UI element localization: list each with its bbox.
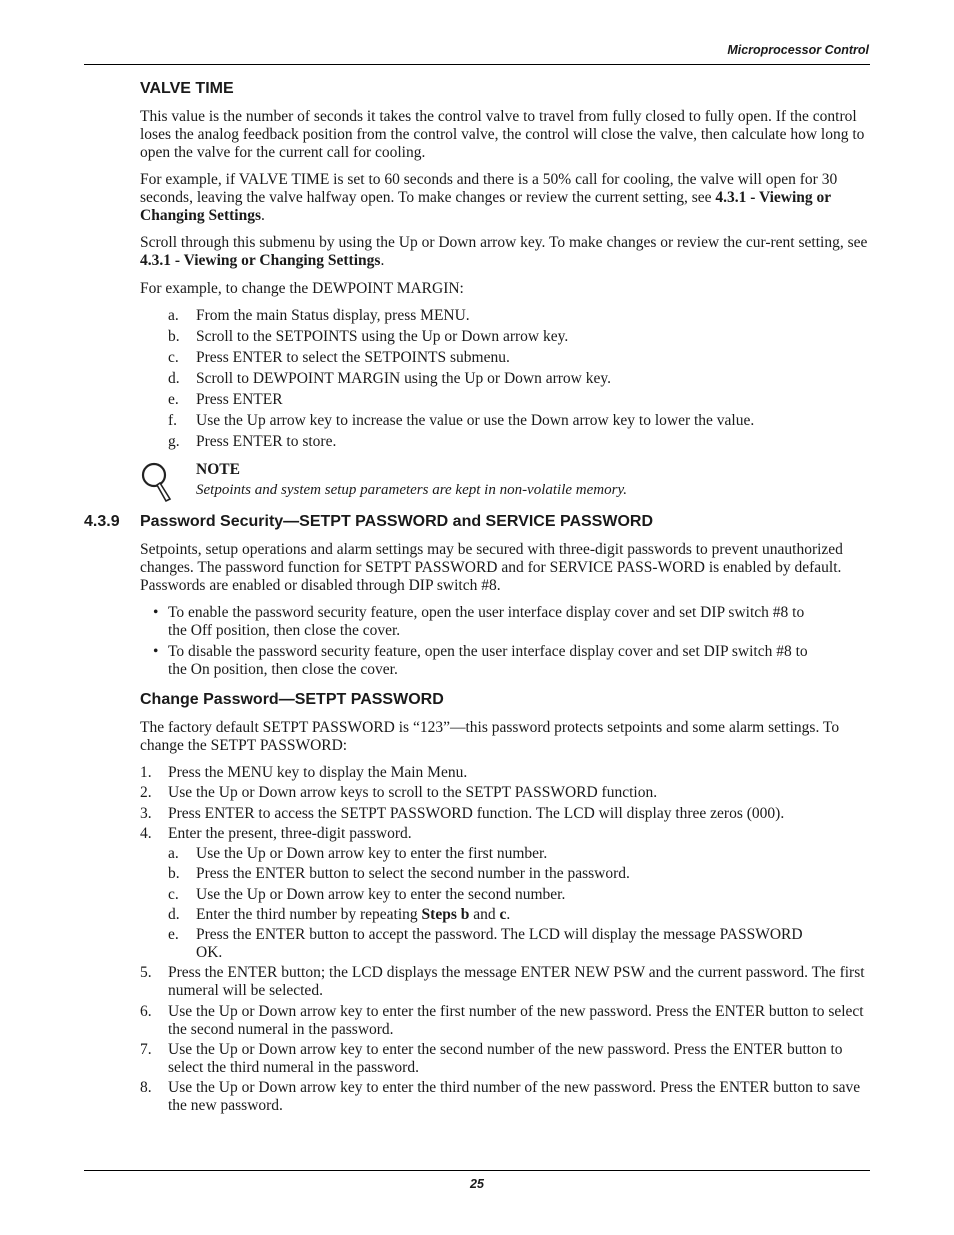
step-1: Press the MENU key to display the Main Menu. [168,764,468,781]
substep-marker: d. [168,906,180,923]
bullet-item: To enable the password security feature, open the user interface display cover and set DIP switch #8 to the Off position, then close the cover. [168,604,805,639]
step-4e: Press the ENTER button to accept the password. The LCD will display the message PASSWORD OK. [196,926,803,961]
running-header: Microprocessor Control [727,43,869,57]
note-body: Setpoints and system setup parameters are kept in non-volatile memory. [196,482,628,498]
bullet-item: To disable the password security feature, open the user interface display cover and set DIP switch #8 to the On position, then close the cover. [168,643,808,678]
valve-time-paragraph-4: For example, to change the DEWPOINT MARGIN: [140,280,464,297]
step-marker: 8. [140,1079,152,1096]
dewpoint-step: Press ENTER [196,391,283,408]
substep-marker: b. [168,865,180,882]
dewpoint-step: Press ENTER to store. [196,433,337,450]
valve-time-paragraph-3: Scroll through this submenu by using the Up or Down arrow key. To make changes or review the cur-rent setting, see 4.3.1 - Viewing or Changing Settings. [140,234,868,269]
cross-reference: 4.3.1 - Viewing or Changing Settings [140,189,831,224]
substep-marker: c. [168,349,179,366]
step-marker: 6. [140,1003,152,1020]
step-marker: 2. [140,784,152,801]
section-heading: Password Security—SETPT PASSWORD and SERVICE PASSWORD [140,513,653,530]
substep-marker: c. [168,886,179,903]
substep-marker: a. [168,307,179,324]
section-number: 4.3.9 [84,513,120,530]
step-marker: 5. [140,964,152,981]
dewpoint-step: Use the Up arrow key to increase the value or use the Down arrow key to lower the value. [196,412,755,429]
substep-marker: f. [168,412,178,429]
substep-marker: a. [168,845,179,862]
step-4: Enter the present, three-digit password. [168,825,412,842]
step-7: Use the Up or Down arrow key to enter the second number of the new password. Press the ENTER button to select the third numeral in the password. [168,1041,843,1076]
step-4b: Press the ENTER button to select the second number in the password. [196,865,630,882]
substep-marker: e. [168,391,179,408]
substep-marker: g. [168,433,180,450]
valve-time-heading: VALVE TIME [140,80,234,97]
step-8: Use the Up or Down arrow key to enter the third number of the new password. Press the ENTER button to save the new password. [168,1079,861,1114]
step-2: Use the Up or Down arrow keys to scroll to the SETPT PASSWORD function. [168,784,658,801]
step-marker: 7. [140,1041,152,1058]
dewpoint-step: Press ENTER to select the SETPOINTS submenu. [196,349,510,366]
step-4c: Use the Up or Down arrow key to enter the second number. [196,886,566,903]
note-title: NOTE [196,461,240,478]
header-rule [84,64,870,65]
valve-time-paragraph-2: For example, if VALVE TIME is set to 60 seconds and there is a 50% call for cooling, the valve will open for 30 seconds, leaving the valve halfway open. To make changes or review the current setting, see 4.3.1 - Viewing or Changing Settings. [140,171,838,224]
step-marker: 3. [140,805,152,822]
substep-marker: e. [168,926,179,943]
step-3: Press ENTER to access the SETPT PASSWORD function. The LCD will display three zeros (000). [168,805,785,822]
step-5: Press the ENTER button; the LCD displays the message ENTER NEW PSW and the current password. The first numeral will be selected. [168,964,865,999]
magnifier-icon [139,461,175,503]
valve-time-paragraph-1: This value is the number of seconds it takes the control valve to travel from fully closed to fully open. If the control loses the analog feedback position from the control valve, the control will close the valve, then calculate how long to open the valve for the current call for cooling. [140,108,865,161]
step-4d: Enter the third number by repeating Steps b and c. [196,906,511,923]
footer-rule [84,1170,870,1171]
bullet-marker: • [153,643,159,660]
bullet-marker: • [153,604,159,621]
change-password-intro: The factory default SETPT PASSWORD is “123”—this password protects setpoints and some alarm settings. To change the SETPT PASSWORD: [140,719,840,754]
substep-marker: b. [168,328,180,345]
step-6: Use the Up or Down arrow key to enter the first number of the new password. Press the ENTER button to select the second numeral in the password. [168,1003,864,1038]
change-password-heading: Change Password—SETPT PASSWORD [140,691,444,708]
dewpoint-step: Scroll to DEWPOINT MARGIN using the Up or Down arrow key. [196,370,612,387]
dewpoint-step: From the main Status display, press MENU. [196,307,470,324]
dewpoint-step: Scroll to the SETPOINTS using the Up or Down arrow key. [196,328,569,345]
page-number: 25 [470,1177,484,1191]
cross-reference: 4.3.1 - Viewing or Changing Settings [140,252,381,269]
step-marker: 4. [140,825,152,842]
password-paragraph-1: Setpoints, setup operations and alarm settings may be secured with three-digit passwords to prevent unauthorized changes. The password function for SETPT PASSWORD and for SERVICE PASS-WORD is enabled by default. Passwords are enabled or disabled through DIP switch #8. [140,541,843,594]
step-marker: 1. [140,764,152,781]
step-4a: Use the Up or Down arrow key to enter the first number. [196,845,548,862]
substep-marker: d. [168,370,180,387]
